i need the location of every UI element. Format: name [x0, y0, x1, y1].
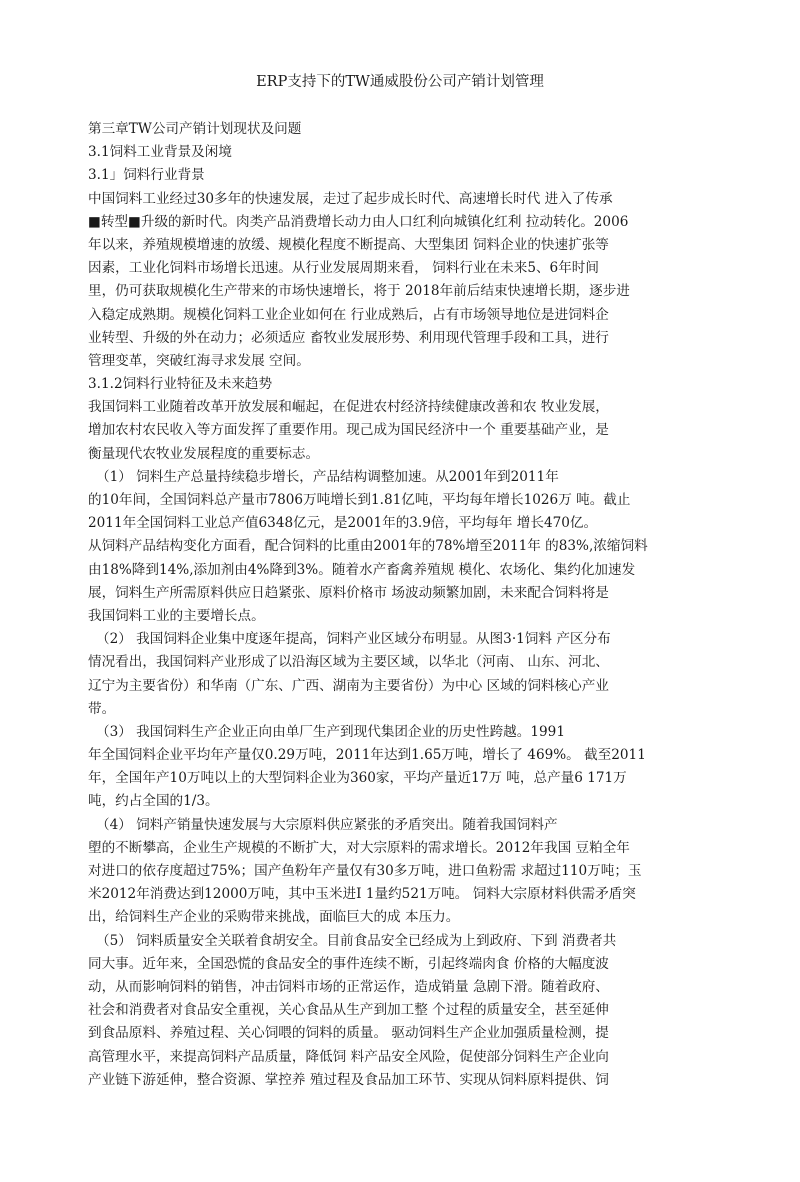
- text-line: 我国饲料工业的主要增长点。: [88, 607, 265, 624]
- text-line: 3.1饲料工业背景及闲境: [88, 144, 232, 161]
- text-line: （3） 我国饲料生产企业正向由单厂生产到现代集团企业的历史性跨越。1991: [96, 723, 565, 740]
- text-line: （5） 饲料质量安全关联着食胡安全。目前食品安全已经成为上到政府、下到 消费者共: [96, 932, 617, 949]
- text-line: 社会和消费者对食品安全重视，关心食品从生产到加工整 个过程的质量安全，甚至延伸: [88, 1002, 609, 1019]
- text-line: （4） 饲料产销量快速发展与大宗原料供应紧张的矛盾突出。随着我国饲料产: [96, 816, 558, 833]
- document-title: ERP支持下的TW通威股份公司产销计划管理: [256, 74, 544, 90]
- text-line: 入稳定成熟期。规模化饲料工业企业如何在 行业成熟后，占有市场领导地位是进饲料企: [88, 306, 609, 323]
- text-line: 高管理水平，来提高饲料产品质量，降低饲 料产品安全风险，促使部分饲料生产企业向: [88, 1048, 609, 1065]
- text-line: 年，全国年产10万吨以上的大型饲料企业为360家，平均产量近17万 吨，总产量6 171万: [88, 770, 627, 787]
- text-line: 年全国饲料企业平均年产量仅0.29万吨，2011年达到1.65万吨，增长了 469%。 截至2011: [88, 747, 646, 764]
- text-line: 到食品原料、养殖过程、关心饲喂的饲料的质量。 驱动饲料生产企业加强质量检测，提: [88, 1025, 609, 1042]
- text-line: （2） 我国饲料企业集中度逐年提高，饲料产业区域分布明显。从图3·1饲料 产区分布: [96, 631, 611, 648]
- text-line: 中国饲料工业经过30多年的快速发展，走过了起步成长时代、高速增长时代 进入了传承: [88, 190, 613, 207]
- text-line: 3.1.2饲料行业特征及未来趋势: [88, 376, 273, 393]
- text-line: 同大事。近年来，全国恐慌的食品安全的事件连续不断，引起终端肉食 价格的大幅度波: [88, 955, 609, 972]
- text-line: （1） 饲料生产总量持续稳步增长，产品结构调整加速。从2001年到2011年: [96, 468, 559, 485]
- text-line: ■转型■升级的新时代。肉类产品消费增长动力由人口红利向城镇化红利 拉动转化。2006: [88, 213, 629, 230]
- text-line: 管理变革，突破红海寻求发展 空间。: [88, 352, 310, 369]
- text-line: 带。: [88, 700, 116, 717]
- text-line: 塱的不断攀高，企业生产规模的不断扩大，对大宗原料的需求增长。2012年我国 豆粕全年: [88, 839, 630, 856]
- text-line: 2011年全国饲料工业总产值6348亿元，是2001年的3.9倍，平均每年 增长470亿。: [88, 515, 598, 532]
- text-line: 第三章TW公司产销计划现状及问题: [88, 121, 302, 137]
- text-line: 出，给饲料生产企业的采购带来挑战，面临巨大的成 本压力。: [88, 909, 460, 926]
- text-line: 辽宁为主要省份）和华南（广东、广西、湖南为主要省份）为中心 区域的饲料核心产业: [88, 677, 609, 694]
- document-body: [88, 118, 728, 1092]
- text-line: 吨，约占全国的1/3。: [88, 793, 219, 810]
- text-line: 增加农村农民收入等方面发挥了重要作用。现己成为国民经济中一个 重要基础产业，是: [88, 422, 609, 439]
- text-line: 因素，工业化饲料市场增长迅速。从行业发展周期来看， 饲料行业在未来5、6年时间: [88, 260, 599, 277]
- text-line: 里，仍可获取规模化生产带来的市场快速增长，将于 2018年前后结束快速增长期，逐步进: [88, 283, 630, 300]
- text-line: 的10年间，全国饲料总产量市7806万吨增长到1.81亿吨，平均每年增长1026万 吨。截止: [88, 492, 631, 508]
- text-line: 从饲料产品结构变化方面看，配合饲料的比重由2001年的78%增至2011年 的83%,浓缩饲料: [88, 538, 648, 555]
- text-line: 情况看出，我国饲料产业形成了以沿海区域为主要区域，以华北（河南、 山东、河北、: [88, 654, 609, 671]
- text-line: 产业链下游延伸，整合资源、掌控养 殖过程及食品加工环节、实现从饲料原料提供、饲: [88, 1071, 609, 1088]
- text-line: 我国饲料工业随着改革开放发展和崛起，在促进农村经济持续健康改善和农 牧业发展，: [88, 399, 609, 416]
- text-line: 动，从而影响饲料的销售，冲击饲料市场的正常运作，造成销量 急剧下滑。随着政府、: [88, 978, 609, 995]
- text-line: 由18%降到14%,添加剂由4%降到3%。随着水产畜禽养殖规 模化、农场化、集约化加速发: [88, 561, 636, 578]
- text-line: 业转型、升级的外在动力；必须适应 畜牧业发展形势、利用现代管理手段和工具，进行: [88, 329, 609, 346]
- text-line: 对进口的依存度超过75%；国产鱼粉年产量仅有30多万吨，进口鱼粉需 求超过110万吨；玉: [88, 863, 642, 879]
- text-line: 衡量现代农牧业发展程度的重要标志。: [88, 445, 320, 462]
- text-line: 3.1」饲料行业背景: [88, 167, 205, 184]
- text-line: 年以来，养殖规模增速的放缓、规模化程度不断提高、大型集团 饲料企业的快速扩张等: [88, 236, 609, 253]
- text-line: 米2012年消费达到12000万吨，其中玉米进I 1量约521万吨。 饲料大宗原材料供需矛盾突: [88, 886, 636, 903]
- text-line: 展，饲料生产所需原料供应日趋紧张、原料价格市 场波动频繁加剧，未来配合饲料将是: [88, 584, 609, 601]
